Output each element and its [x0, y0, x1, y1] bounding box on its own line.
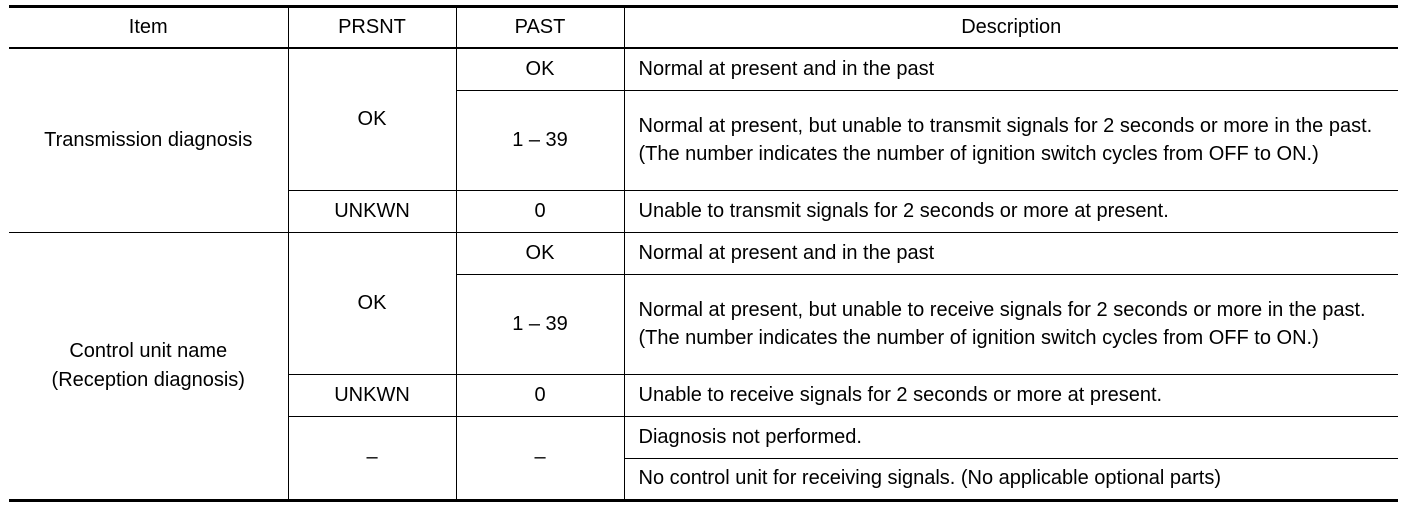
reception-prsnt-unkwn: UNKWN [288, 374, 456, 416]
transmission-desc-range: Normal at present, but unable to transmit signals for 2 seconds or more in the past. (The number indicates the number of ignition switch cycles from OFF to ON.) [624, 90, 1398, 190]
diagnosis-table [9, 5, 1398, 502]
reception-past-ok: OK [456, 232, 624, 274]
transmission-prsnt-unkwn: UNKWN [288, 190, 456, 232]
reception-item-line2: (Reception diagnosis) [51, 368, 245, 391]
reception-desc-no-unit: No control unit for receiving signals. (No applicable optional parts) [624, 458, 1398, 500]
header-item: Item [9, 7, 288, 49]
transmission-past-ok: OK [456, 48, 624, 90]
reception-prsnt-dash: – [288, 416, 456, 500]
transmission-prsnt-ok: OK [288, 48, 456, 190]
header-past: PAST [456, 7, 624, 49]
reception-desc-not-performed: Diagnosis not performed. [624, 416, 1398, 458]
transmission-past-range: 1 – 39 [456, 90, 624, 190]
reception-desc-ok: Normal at present and in the past [624, 232, 1398, 274]
header-description: Description [624, 7, 1398, 49]
reception-past-dash: – [456, 416, 624, 500]
reception-past-zero: 0 [456, 374, 624, 416]
reception-desc-range: Normal at present, but unable to receive signals for 2 seconds or more in the past. (The number indicates the number of ignition switch cycles from OFF to ON.) [624, 274, 1398, 374]
reception-desc-unkwn: Unable to receive signals for 2 seconds or more at present. [624, 374, 1398, 416]
reception-item-line1: Control unit name [69, 340, 228, 362]
header-row [9, 7, 1398, 49]
reception-prsnt-ok: OK [288, 232, 456, 374]
reception-past-range: 1 – 39 [456, 274, 624, 374]
transmission-desc-ok: Normal at present and in the past [624, 48, 1398, 90]
table-row [9, 48, 1398, 90]
transmission-past-zero: 0 [456, 190, 624, 232]
header-prsnt: PRSNT [288, 7, 456, 49]
transmission-item: Transmission diagnosis [9, 48, 288, 232]
reception-item [9, 232, 288, 500]
table-row [9, 232, 1398, 274]
transmission-desc-unkwn: Unable to transmit signals for 2 seconds or more at present. [624, 190, 1398, 232]
